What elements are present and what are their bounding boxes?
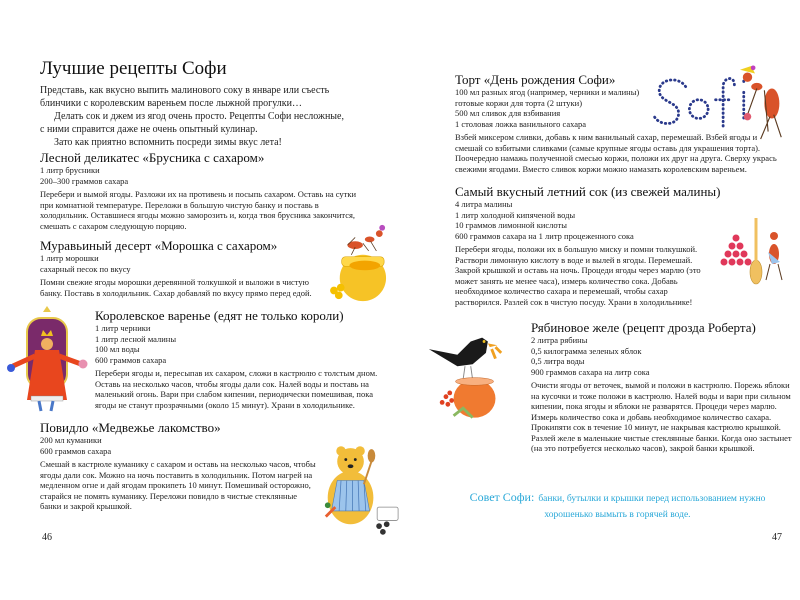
tip-text: банки, бутылки и крышки перед использованием нужно хорошенько вымыть в горячей воде. [538, 494, 766, 520]
ingredient-list [95, 323, 393, 365]
recipe-instructions: Смешай в кастрюле куманику с сахаром и оставь на несколько часов, чтобы ягоды дали сок. Можно на ночь поставить в холодильник. Потом нагрей на медленном огне и дай ягодам прокипеть 10 минут. Помешивай осторожно, старайся не помять куманику. Переложи повидло в чистые стеклянные банки и закрой крышкой. [40, 459, 316, 511]
recipe-cloudberry [40, 238, 320, 298]
page-number: 47 [772, 532, 782, 543]
sofie-tip [445, 490, 790, 522]
recipe-title: Рябиновое желе (рецепт дрозда Роберта) [531, 320, 756, 335]
ingredient: 100 мл разных ягод (например, черники и малины) [455, 87, 640, 97]
ingredient-list [455, 199, 707, 241]
ingredient: 600 граммов сахара на 1 литр процеженного сока [455, 230, 634, 241]
ingredient: 500 мл сливок для взбивания [455, 108, 561, 118]
recipe-instructions: Перебери и вымой ягоды. Разложи их на противень и посыпь сахаром. Оставь на сутки при комнатной температуре. Переложи в большую чистую банку и поставь в холодильник. Оставшиеся ягоды можно заморозить и, когда твоя брусника закончится, смешать с сахаром следующую порцию. [40, 189, 357, 231]
recipe-title: Муравьиный десерт «Морошка с сахаром» [40, 238, 278, 253]
recipe-title: Самый вкусный летний сок (из свежей малины) [455, 184, 721, 199]
ingredient: 1 литр черники [95, 323, 151, 333]
ingredient: 600 граммов сахара [95, 354, 167, 365]
ingredient: 0,5 килограмма зеленых яблок [531, 345, 642, 356]
ingredient: 1 столовая ложка ванильного сахара [455, 118, 587, 129]
ingredient: 2 литра рябины [531, 335, 588, 345]
page-number: 46 [42, 532, 52, 543]
recipe-title: Лесной деликатес «Брусника с сахаром» [40, 150, 265, 165]
ingredient: 0,5 литра воды [531, 356, 585, 366]
bear-cook-illustration [322, 440, 400, 540]
recipe-bear-treat [40, 420, 320, 512]
recipe-title: Торт «День рождения Софи» [455, 72, 616, 87]
recipe-royal-jam [95, 308, 393, 410]
ingredient-list [40, 253, 320, 274]
right-page [400, 0, 800, 600]
recipe-lingonberry [40, 150, 360, 231]
ingredient: 1 литр холодной кипяченой воды [455, 209, 576, 220]
ingredient-list [40, 165, 360, 186]
recipe-raspberry-juice [455, 184, 721, 307]
recipe-title: Повидло «Медвежье лакомство» [40, 420, 221, 435]
recipe-instructions: Очисти ягоды от веточек, вымой и положи в кастрюлю. Порежь яблоки на кусочки и тоже положи в кастрюлю. Налей воды и вари при сильном кипении, пока ягоды и яблоки не разварятся. Процеди через марлю. Измерь количество сока и добавь необходимое количество сахара. Прокипяти сок в течение 10 минут, не накрывая кастрюлю крышкой. Разлей желе в маленькие чистые стеклянные банки. Когда оно застынет (на это потребуется несколько часов), закрой банки крышкой. [531, 380, 792, 453]
ingredient: 1 литр морошки [40, 253, 99, 263]
sofie-logo-ant-illustration [650, 58, 800, 148]
ingredient-list [40, 435, 320, 456]
recipe-instructions: Перебери ягоды и, пересыпав их сахаром, сложи в кастрюлю с толстым дном. Оставь на несколько часов, чтобы ягоды дали сок. Налей воды и поставь на маленький огонь. Вари при слабом кипении, периодически помешивая, пока ягоды не станут прозрачными (около 15 минут). Храни в холодильнике. [95, 368, 378, 410]
ingredient: 200–300 граммов сахара [40, 175, 129, 186]
blackbird-jar-illustration [425, 318, 525, 423]
intro-paragraph: Зато как приятно вспомнить посреди зимы вкус лета! [54, 137, 282, 148]
tip-label: Совет Софи: [469, 490, 535, 504]
ingredient: 4 литра малины [455, 199, 513, 209]
ingredient: сахарный песок по вкусу [40, 263, 131, 274]
recipe-instructions: Помни свежие ягоды морошки деревянной толкушкой и выложи в чистую банку. Поставь в холодильник. Сахар добавляй по вкусу прямо перед едой. [40, 277, 312, 298]
raspberry-ant-illustration [712, 218, 792, 298]
king-throne-illustration [5, 308, 90, 413]
ingredient: 10 граммов лимонной кислоты [455, 220, 567, 230]
honey-jar-ant-illustration [325, 222, 395, 304]
page-title: Лучшие рецепты Софи [40, 58, 227, 79]
ingredient: 1 литр лесной малины [95, 333, 177, 344]
recipe-instructions: Перебери ягоды, положи их в большую миску и помни толкушкой. Раствори лимонную кислоту в воде и вылей в ягоды. Перемешай. Закрой крышкой и оставь на ночь. Процеди ягоды через марлю (это может занять не менее часа), измерь количество сока. Добавь необходимое количество сахара и перемешай, чтобы сахар растворился. Разлей сок в чистую посуду. Храни в холодильнике! [455, 244, 701, 307]
ingredient: 900 граммов сахара на литр сока [531, 366, 650, 377]
ingredient: 600 граммов сахара [40, 445, 112, 456]
intro-paragraph: Делать сок и джем из ягод очень просто. Рецепты Софи несложные, с ними справится даже не очень опытный кулинар. [40, 111, 344, 135]
intro-text [40, 84, 345, 149]
recipe-rowan-jelly [531, 320, 793, 454]
sofie-logo [654, 79, 744, 126]
ingredient: 200 мл куманики [40, 435, 102, 445]
recipe-instructions: Взбей миксером сливки, добавь к ним ванильный сахар, перемешай. Взбей ягоды и смешай со взбитыми сливками (самые крупные ягоды оставь для украшения торта). Поочередно намажь полученной смесью коржи, положи их друг на друга. Сверху укрась свежими ягодами. Вместо сливок коржи можно намазать королевским вареньем. [455, 132, 777, 174]
ingredient: готовые коржи для торта (2 штуки) [455, 97, 583, 108]
intro-paragraph: Представь, как вкусно выпить малинового соку в январе или съесть блинчики с королевским вареньем после лыжной прогулки… [40, 85, 330, 109]
ingredient: 100 мл воды [95, 344, 140, 354]
ingredient: 1 литр брусники [40, 165, 100, 175]
recipe-title: Королевское варенье (едят не только короли) [95, 308, 344, 323]
ingredient-list [531, 335, 793, 377]
